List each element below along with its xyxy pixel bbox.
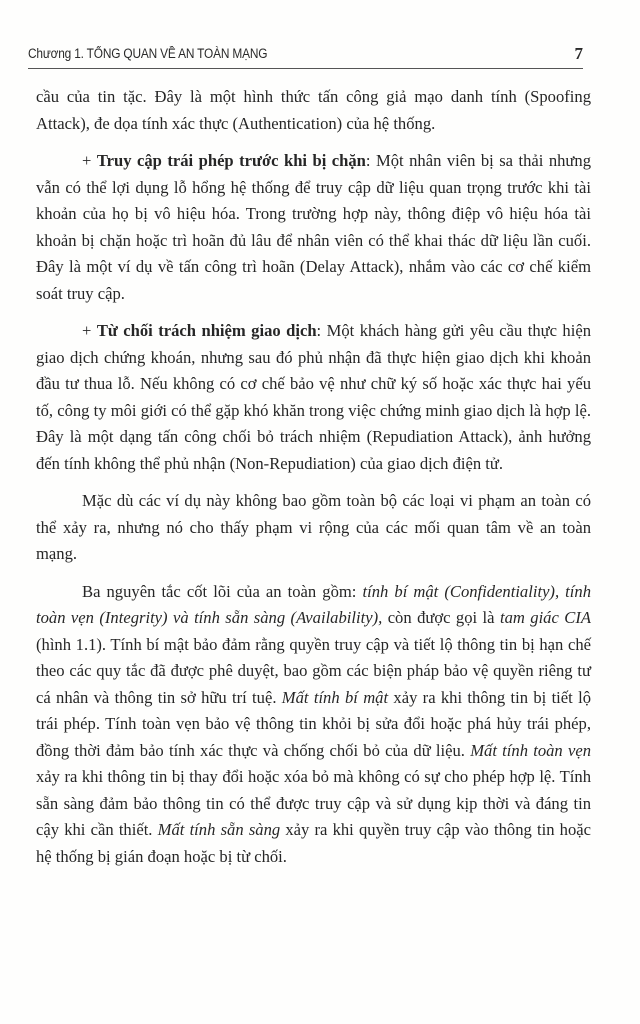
text-run: xảy ra khi thông tin bị tiết lộ trái phép. Tính toàn vẹn bảo vệ thông tin khỏi bị sửa đổi hoặc phá hủy trái phép, đồng thời đảm bảo tính xác thực và chống chối bỏ của dữ liệu. — [36, 687, 591, 760]
body-text — [36, 84, 591, 881]
italic-term: Mất tính bí mật — [281, 687, 389, 707]
text-run: (hình 1.1). Tính bí mật bảo đảm rằng quyền truy cập và tiết lộ thông tin bị hạn chế theo các quy tắc đã được phê duyệt, bao gồm các biện pháp bảo vệ quyền riêng tư cá nhân và thông tin sở hữu trí tuệ. — [36, 634, 591, 707]
bullet-plus: + — [82, 321, 97, 340]
running-header — [28, 46, 583, 69]
bold-term: Truy cập trái phép trước khi bị chặn — [96, 151, 366, 170]
text-run: Ba nguyên tắc cốt lõi của an toàn gồm: — [82, 581, 363, 601]
paragraph-spoofing-continuation — [36, 84, 591, 137]
text-run: cầu của tin tặc. Đây là một hình thức tấn công giả mạo danh tính (Spoofing Attack), đe dọa tính xác thực (Authentication) của hệ thống. — [36, 87, 591, 133]
italic-term: Mất tính sẵn sàng — [157, 820, 281, 839]
paragraph-delay-attack — [36, 148, 591, 307]
bold-term: Từ chối trách nhiệm giao dịch — [96, 321, 317, 340]
text-run: : Một nhân viên bị sa thải nhưng vẫn có thể lợi dụng lỗ hổng hệ thống để truy cập dữ liệu quan trọng trước khi tài khoản của họ bị vô hiệu hóa. Trong trường hợp này, thông điệp vô hiệu hóa tài khoản bị chặn hoặc trì hoãn đủ lâu để nhân viên có thể khai thác dữ liệu lần cuối. Đây là một ví dụ về tấn công trì hoãn (Delay Attack), nhắm vào các cơ chế kiểm soát truy cập. — [36, 151, 592, 303]
paragraph-cia-triad — [36, 579, 591, 871]
bullet-plus: + — [82, 151, 97, 170]
chapter-title: Chương 1. TỔNG QUAN VỀ AN TOÀN MẠNG — [28, 46, 268, 61]
paragraph-repudiation-attack — [36, 318, 591, 477]
page-number: 7 — [574, 44, 583, 63]
text-run: xảy ra khi quyền truy cập vào thông tin hoặc hệ thống bị gián đoạn hoặc bị từ chối. — [36, 820, 592, 866]
italic-term: tính bí mật (Confidentiality), tính toàn vẹn (Integrity) và tính sẵn sàng (Availability), — [36, 581, 591, 627]
text-run: xảy ra khi thông tin bị thay đổi hoặc xóa bỏ mà không có sự cho phép hợp lệ. Tính sẵn sàng đảm bảo thông tin có thể được truy cập và sử dụng kịp thời và đáng tin cậy khi cần thiết. — [36, 767, 591, 839]
text-run: Mặc dù các ví dụ này không bao gồm toàn bộ các loại vi phạm an toàn có thể xảy ra, nhưng nó cho thấy phạm vi rộng của các mối quan tâm về an toàn mạng. — [36, 491, 591, 563]
italic-term: tam giác CIA — [499, 608, 591, 627]
text-run: còn được gọi là — [382, 608, 500, 627]
italic-term: Mất tính toàn vẹn — [470, 740, 591, 760]
text-run: : Một khách hàng gửi yêu cầu thực hiện giao dịch chứng khoán, nhưng sau đó phủ nhận đã thực hiện giao dịch khi khoản đầu tư thua lỗ. Nếu không có cơ chế bảo vệ như chữ ký số hoặc xác thực hai yếu tố, công ty môi giới có thể gặp khó khăn trong việc chứng minh giao dịch là hợp lệ. Đây là một dạng tấn công chối bỏ trách nhiệm (Repudiation Attack), ảnh hưởng đến tính không thể phủ nhận (Non-Repudiation) của giao dịch điện tử. — [36, 321, 591, 473]
paragraph-scope-summary — [36, 488, 591, 568]
